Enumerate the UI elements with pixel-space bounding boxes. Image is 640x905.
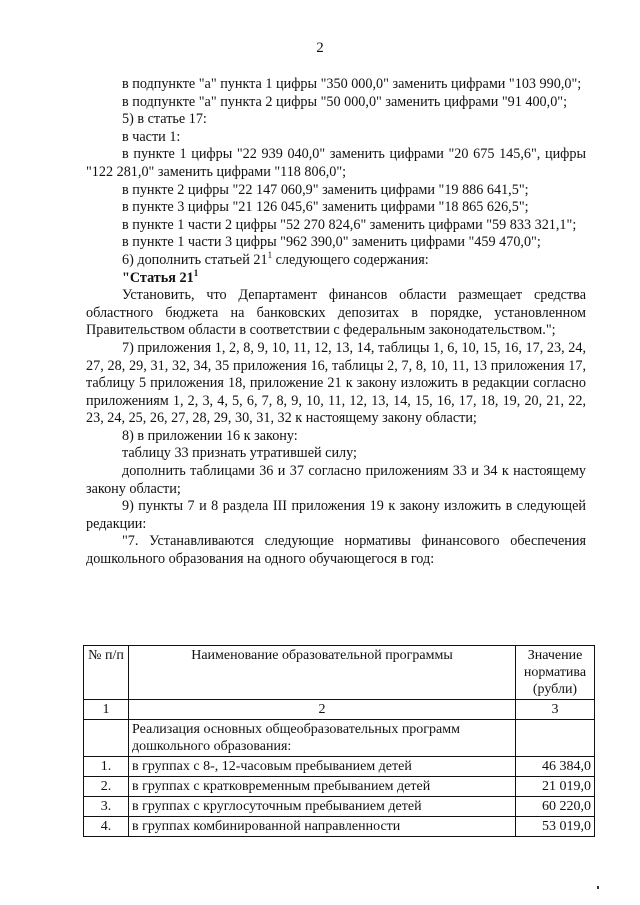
row-name: в группах с 8-, 12-часовым пребыванием детей xyxy=(129,757,516,777)
scan-speck xyxy=(597,886,599,889)
table-row xyxy=(84,817,595,837)
empty-cell xyxy=(84,720,129,757)
table-header-row xyxy=(84,646,595,700)
article-text: Установить, что Департамент финансов области размещает средства областного бюджета на банковских депозитах в порядке, установленном Правительством области в соответствии с федеральным законодательством."; xyxy=(86,287,586,339)
paragraph: дополнить таблицами 36 и 37 согласно приложениям 33 и 34 к настоящему закону области; xyxy=(86,463,586,497)
header-cell-program: Наименование образовательной программы xyxy=(129,646,516,700)
paragraph: в части 1: xyxy=(122,128,181,145)
row-number: 3. xyxy=(84,797,129,817)
column-number: 2 xyxy=(129,700,516,720)
article-heading-text: "Статья 21 xyxy=(122,269,194,286)
paragraph-6-tail: следующего содержания: xyxy=(272,251,429,268)
norms-table xyxy=(83,645,595,837)
page-number: 2 xyxy=(316,40,324,56)
paragraph: в подпункте "а" пункта 2 цифры "50 000,0" заменить цифрами "91 400,0"; xyxy=(122,93,568,110)
paragraph: в пункте 1 части 3 цифры "962 390,0" заменить цифрами "459 470,0"; xyxy=(122,234,541,251)
document-body xyxy=(86,76,586,569)
row-name: в группах с круглосуточным пребыванием детей xyxy=(129,797,516,817)
article-heading xyxy=(86,267,586,288)
table-row xyxy=(84,797,595,817)
paragraph: 9) пункты 7 и 8 раздела III приложения 19 к закону изложить в следующей редакции: xyxy=(86,498,586,532)
column-number: 3 xyxy=(516,700,595,720)
paragraph-6-main: 6) дополнить статьей 21 xyxy=(122,251,268,268)
table-row xyxy=(84,757,595,777)
superscript: 1 xyxy=(267,249,273,260)
row-value: 60 220,0 xyxy=(516,797,595,817)
row-number: 1. xyxy=(84,757,129,777)
paragraph: "7. Устанавливаются следующие нормативы финансового обеспечения дошкольного образования на одного обучающегося в год: xyxy=(86,533,586,568)
paragraph: таблицу 33 признать утратившей силу; xyxy=(122,445,357,462)
row-value: 53 019,0 xyxy=(516,817,595,837)
paragraph: в пункте 2 цифры "22 147 060,9" заменить цифрами "19 886 641,5"; xyxy=(122,181,529,198)
paragraph: 5) в статье 17: xyxy=(122,111,207,128)
row-number: 4. xyxy=(84,817,129,837)
paragraph: 8) в приложении 16 к закону: xyxy=(122,427,298,444)
paragraph: в пункте 1 цифры "22 939 040,0" заменить цифрами "20 675 145,6", цифры "122 281,0" заменить цифрами "118 806,0"; xyxy=(86,146,586,180)
row-name: в группах комбинированной направленности xyxy=(129,817,516,837)
table-row xyxy=(84,777,595,797)
section-title: Реализация основных общеобразовательных программ дошкольного образования: xyxy=(129,720,516,757)
section-row xyxy=(84,720,595,757)
paragraph: 7) приложения 1, 2, 8, 9, 10, 11, 12, 13, 14, таблицы 1, 6, 10, 15, 16, 17, 23, 24, 27, 28, 29, 31, 32, 34, 35 приложения 16, таблицы 2, 7, 8, 10, 11, 13 приложения 17, таблицу 5 приложения 18, приложение 21 к закону изложить в редакции согласно приложениям 1, 2, 3, 4, 5, 6, 7, 8, 9, 10, 11, 12, 13, 14, 15, 16, 17, 18, 19, 20, 21, 22, 23, 24, 25, 26, 27, 28, 29, 30, 31, 32 к настоящему закону области; xyxy=(86,339,586,427)
paragraph: в пункте 1 части 2 цифры "52 270 824,6" заменить цифрами "59 833 321,1"; xyxy=(122,216,577,233)
superscript: 1 xyxy=(193,267,199,278)
paragraph: в пункте 3 цифры "21 126 045,6" заменить цифрами "18 865 626,5"; xyxy=(122,199,529,216)
row-name: в группах с кратковременным пребыванием детей xyxy=(129,777,516,797)
column-number: 1 xyxy=(84,700,129,720)
paragraph: в подпункте "а" пункта 1 цифры "350 000,0" заменить цифрами "103 990,0"; xyxy=(122,76,582,92)
column-number-row xyxy=(84,700,595,720)
paragraph-6 xyxy=(86,249,586,270)
header-cell-number: № п/п xyxy=(84,646,129,700)
empty-cell xyxy=(516,720,595,757)
header-cell-value: Значение норматива (рубли) xyxy=(516,646,595,700)
row-number: 2. xyxy=(84,777,129,797)
row-value: 46 384,0 xyxy=(516,757,595,777)
row-value: 21 019,0 xyxy=(516,777,595,797)
